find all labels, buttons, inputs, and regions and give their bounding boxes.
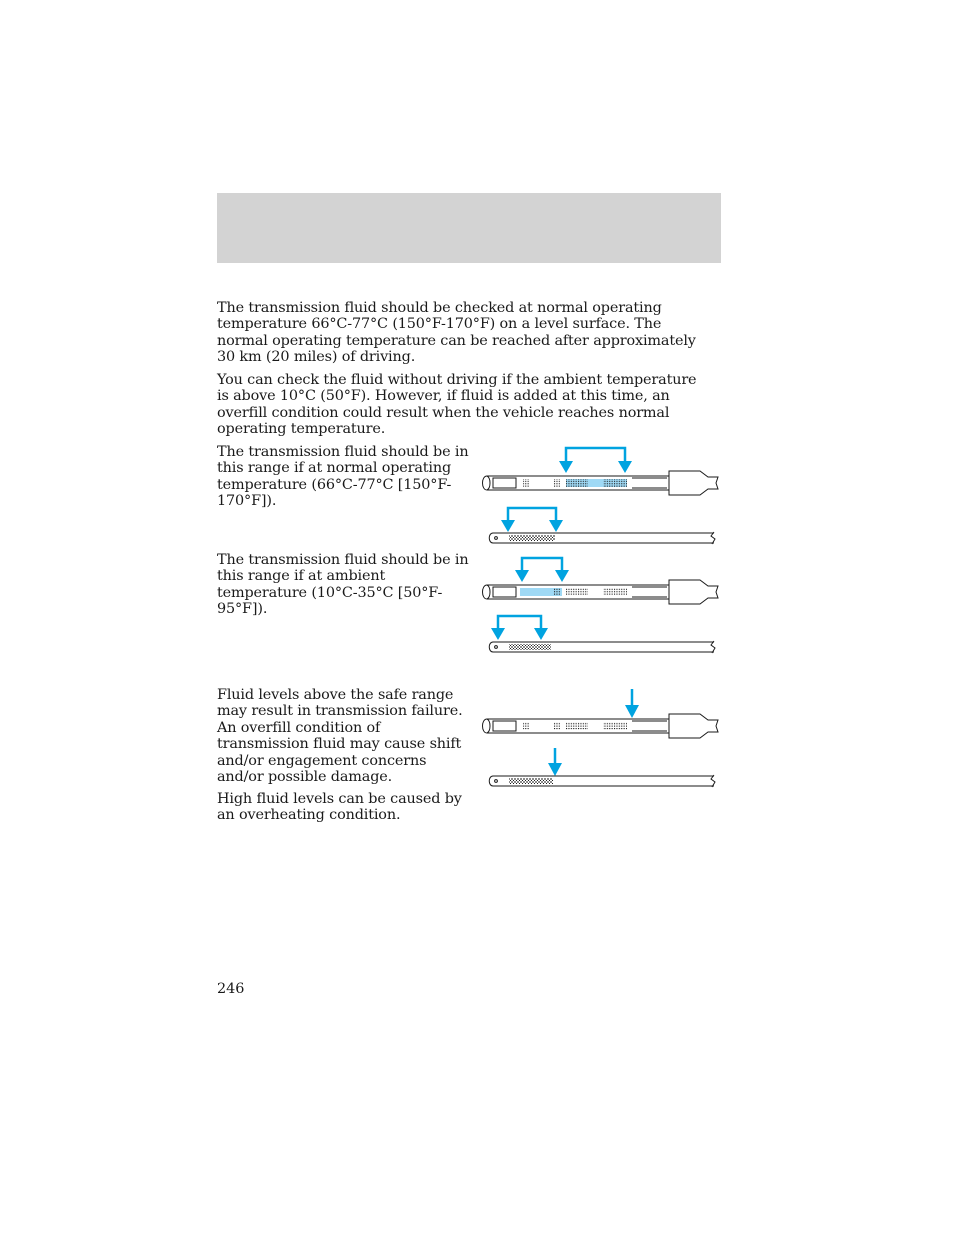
level-arrow-icon xyxy=(625,689,639,718)
range-arrow-icon xyxy=(515,558,569,582)
range-arrow-icon xyxy=(501,508,563,532)
dipstick-icon xyxy=(483,471,719,495)
dipstick-group-overfill xyxy=(483,689,719,787)
range-arrow-icon xyxy=(559,448,632,473)
paragraph-normal-temp: The transmission fluid should be checked at normal operating temperature 66°C-77°C (150°F-170°F) on a level surface. The normal operating temperature can be reached after approximately 30 km (20 miles) of driving. xyxy=(217,300,696,366)
paragraph-range-normal: The transmission fluid should be in this range if at normal operating temperature (66°C-77°C [150°F-170°F]). xyxy=(217,444,469,510)
dipstick-icon xyxy=(489,532,715,544)
paragraph-range-ambient: The transmission fluid should be in this range if at ambient temperature (10°C-35°C [50°F-95°F]). xyxy=(217,552,469,618)
dipstick-group-ambient xyxy=(483,558,719,653)
range-arrow-icon xyxy=(491,616,548,640)
paragraph-overheating: High fluid levels can be caused by an overheating condition. xyxy=(217,791,462,824)
dipstick-diagram xyxy=(470,440,730,800)
dipstick-icon xyxy=(489,775,715,787)
header-band xyxy=(217,193,721,263)
dipstick-icon xyxy=(483,714,719,738)
paragraph-ambient-check: You can check the fluid without driving if the ambient temperature is above 10°C (50°F). However, if fluid is added at this time, an overfill condition could result when the vehicle reaches normal operating temperature. xyxy=(217,372,697,438)
page-number: 246 xyxy=(217,981,245,997)
paragraph-overfill: Fluid levels above the safe range may result in transmission failure. An overfill condition of transmission fluid may cause shift and/or engagement concerns and/or possible damage. xyxy=(217,687,463,786)
level-arrow-icon xyxy=(548,748,562,776)
dipstick-icon xyxy=(489,641,715,653)
dipstick-group-normal xyxy=(483,448,719,544)
dipstick-icon xyxy=(483,580,719,604)
